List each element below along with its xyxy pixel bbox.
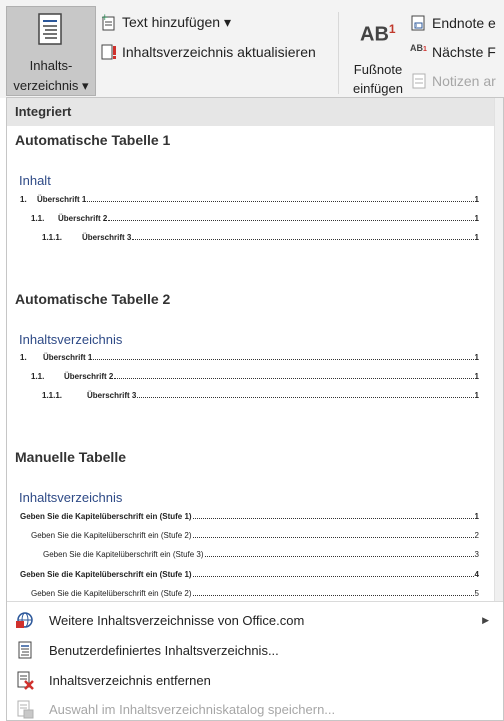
- references-ribbon: [0, 0, 504, 98]
- remove-toc-icon: [15, 670, 35, 690]
- ribbon-group-separator: [338, 12, 339, 94]
- toc-preview-entry: 1.1. Überschrift 2 1: [31, 214, 479, 223]
- custom-toc-icon: [15, 640, 35, 660]
- menu-item-label: Inhaltsverzeichnis entfernen: [49, 672, 211, 688]
- submenu-arrow-icon: ▶: [482, 614, 489, 625]
- menu-item-label: Benutzerdefiniertes Inhaltsverzeichnis...: [49, 642, 279, 658]
- svg-text:+: +: [101, 13, 109, 23]
- show-notes-icon: [410, 72, 428, 90]
- add-text-label: Text hinzufügen ▾: [122, 13, 231, 30]
- endnote-label: Endnote e: [432, 15, 496, 31]
- next-footnote-icon: AB1: [410, 43, 427, 53]
- toc-button-label-line1: Inhalts-: [29, 58, 73, 73]
- menu-item-label: Weitere Inhaltsverzeichnisse von Office.com: [49, 612, 305, 628]
- footnote-label-line2: einfügen: [353, 81, 403, 96]
- add-text-button[interactable]: [100, 13, 231, 31]
- add-text-icon: [100, 13, 118, 31]
- next-footnote-button[interactable]: [410, 43, 496, 61]
- menu-item-label: Auswahl im Inhaltsverzeichniskatalog speichern...: [49, 701, 336, 717]
- save-selection-to-gallery-menu-item[interactable]: [7, 695, 503, 721]
- gallery-scrollbar[interactable]: [494, 98, 503, 601]
- table-of-contents-button[interactable]: [6, 6, 96, 96]
- table-of-contents-icon: [36, 11, 66, 47]
- section-title-auto-table-2: Automatische Tabelle 2: [15, 291, 171, 307]
- show-notes-label: Notizen ar: [432, 73, 496, 89]
- toc-preview-entry: 1.1. Überschrift 2 1: [31, 372, 479, 381]
- update-toc-button[interactable]: [100, 43, 316, 61]
- toc-preview-entry: 1. Überschrift 1 1: [20, 353, 479, 362]
- toc-preview-entry: 1.1.1. Überschrift 3 1: [42, 391, 479, 400]
- toc-preview-entry: Geben Sie die Kapitelüberschrift ein (Stufe 3) 3: [43, 550, 479, 559]
- insert-footnote-icon: $AB^1$: [360, 22, 396, 46]
- footnote-label-line1: Fußnote: [353, 62, 403, 77]
- remove-toc-menu-item[interactable]: [7, 666, 503, 694]
- save-selection-icon: [15, 699, 35, 719]
- menu-separator: [7, 601, 504, 602]
- show-notes-button[interactable]: [410, 72, 496, 90]
- section-title-auto-table-1: Automatische Tabelle 1: [15, 132, 171, 148]
- toc-preview-entry: Geben Sie die Kapitelüberschrift ein (Stufe 1) 4: [20, 570, 479, 579]
- insert-footnote-button[interactable]: [346, 60, 410, 98]
- custom-toc-menu-item[interactable]: [7, 636, 503, 664]
- toc-preview-entry: Geben Sie die Kapitelüberschrift ein (Stufe 2) 5: [31, 589, 479, 598]
- toc-button-label-line2: verzeichnis ▾: [13, 78, 89, 93]
- gallery-group-header: Integriert: [7, 98, 495, 126]
- toc-preview-entry: 1.1.1. Überschrift 3 1: [42, 233, 479, 242]
- toc-preview-entry: Geben Sie die Kapitelüberschrift ein (Stufe 2) 2: [31, 531, 479, 540]
- svg-text:i: i: [416, 23, 418, 29]
- insert-endnote-button[interactable]: [410, 14, 496, 32]
- toc-preview-heading: Inhaltsverzeichnis: [19, 332, 123, 347]
- next-footnote-label: Nächste F: [432, 44, 496, 60]
- toc-preview-entry: Geben Sie die Kapitelüberschrift ein (Stufe 1) 1: [20, 512, 479, 521]
- toc-preview-heading: Inhalt: [19, 173, 51, 188]
- toc-gallery: [7, 98, 495, 601]
- office-globe-icon: [15, 610, 35, 630]
- endnote-icon: [410, 14, 428, 32]
- toc-preview-heading: Inhaltsverzeichnis: [19, 490, 123, 505]
- update-toc-label: Inhaltsverzeichnis aktualisieren: [122, 44, 316, 60]
- toc-dropdown-panel: [6, 97, 504, 721]
- update-toc-icon: [100, 43, 118, 61]
- more-tocs-office-com-menu-item[interactable]: [7, 606, 503, 634]
- toc-preview-entry: 1. Überschrift 1 1: [20, 195, 479, 204]
- section-title-manual-table: Manuelle Tabelle: [15, 449, 126, 465]
